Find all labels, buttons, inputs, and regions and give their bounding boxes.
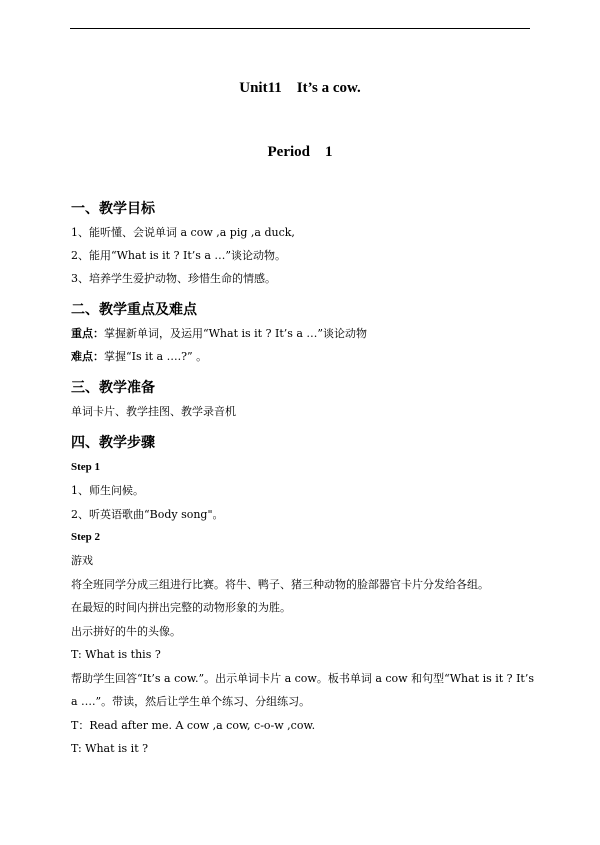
- section-heading-steps: 四、教学步骤: [71, 435, 155, 451]
- step-2-line: T: What is it ?: [71, 742, 149, 755]
- step-1-line: 1、师生问候。: [71, 484, 144, 497]
- step-1-label: Step 1: [71, 461, 101, 473]
- section-heading-key-points: 二、教学重点及难点: [71, 302, 197, 318]
- step-2-line: a ….”。带读，然后让学生单个练习、分组练习。: [71, 695, 311, 708]
- header-rule: [70, 28, 530, 29]
- difficulty-label: 难点：: [71, 350, 104, 363]
- difficulty-text: 掌握“Is it a ….?” 。: [104, 350, 208, 363]
- objective-item: 2、能用“What is it ? It’s a …”谈论动物。: [71, 249, 287, 262]
- step-2-line: 在最短的时间内拼出完整的动物形象的为胜。: [71, 601, 291, 614]
- step-2-line: 出示拼好的牛的头像。: [71, 625, 181, 638]
- step-2-line: T：Read after me. A cow ,a cow, c-o-w ,cow.: [71, 719, 316, 732]
- period-title: Period 1: [267, 144, 333, 160]
- step-2-line: 将全班同学分成三组进行比赛。将牛、鸭子、猪三种动物的脸部器官卡片分发给各组。: [71, 578, 489, 591]
- key-point-line: [71, 327, 367, 341]
- step-1-line: 2、听英语歌曲“Body song"。: [71, 508, 224, 521]
- step-2-line: T: What is this ?: [71, 648, 161, 661]
- key-point-text: 掌握新单词，及运用“What is it ? It’s a …”谈论动物: [104, 327, 368, 340]
- difficulty-line: [71, 350, 207, 364]
- key-point-label: 重点：: [71, 327, 104, 340]
- preparation-text: 单词卡片、教学挂图、教学录音机: [71, 405, 236, 418]
- objective-item: 1、能听懂、会说单词 a cow ,a pig ,a duck,: [71, 226, 295, 239]
- unit-title: Unit11 It’s a cow.: [239, 80, 361, 96]
- section-heading-preparation: 三、教学准备: [71, 380, 155, 396]
- objective-item: 3、培养学生爱护动物、珍惜生命的情感。: [71, 272, 276, 285]
- step-2-label: Step 2: [71, 531, 101, 543]
- step-2-line: 游戏: [71, 554, 93, 567]
- step-2-line: 帮助学生回答“It’s a cow.”。出示单词卡片 a cow。板书单词 a cow 和句型“What is it ? It’s: [71, 672, 534, 685]
- section-heading-objectives: 一、教学目标: [71, 201, 155, 217]
